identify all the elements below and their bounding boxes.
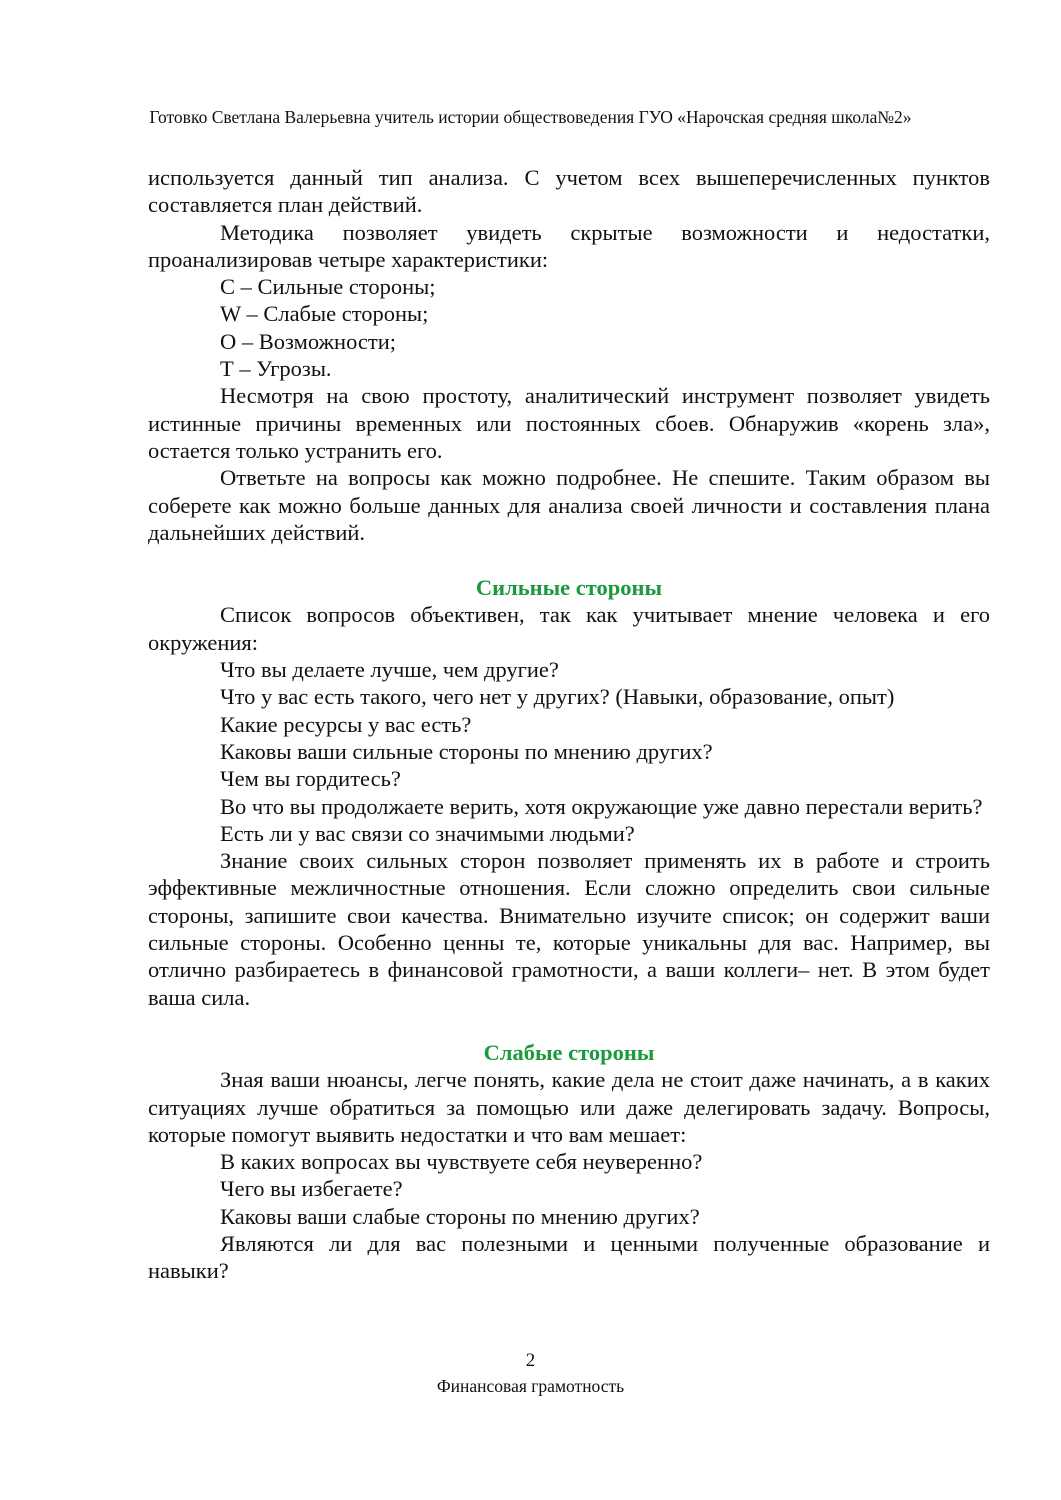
- section-heading-weaknesses: Слабые стороны: [483, 1039, 655, 1065]
- list-item: Чего вы избегаете?: [220, 1176, 403, 1202]
- page-number: 2: [525, 1350, 536, 1371]
- list-item: В каких вопросах вы чувствуете себя неуверенно?: [220, 1149, 703, 1175]
- list-item: W – Слабые стороны;: [220, 301, 429, 327]
- list-item: Есть ли у вас связи со значимыми людьми?: [220, 820, 635, 846]
- list-item: Каковы ваши сильные стороны по мнению других?: [220, 738, 713, 764]
- list-item: Что вы делаете лучше, чем другие?: [220, 657, 559, 683]
- list-item: Чем вы гордитесь?: [220, 766, 401, 792]
- paragraph: Во что вы продолжаете верить, хотя окружающие уже давно перестали верить?: [220, 793, 983, 819]
- list-item: О – Возможности;: [220, 328, 397, 354]
- section-heading-strengths: Сильные стороны: [475, 575, 663, 601]
- paragraph: Зная ваши нюансы, легче понять, какие дела не стоит даже начинать, а в каких ситуациях лучше обратиться за помощью или даже делегировать задачу. Вопросы, которые помогут выявить недостатки и что вам мешает:: [148, 1067, 990, 1147]
- paragraph: Знание своих сильных сторон позволяет применять их в работе и строить эффективные межличностные отношения. Если сложно определить свои сильные стороны, запишите свои качества. Внимательно изучите список; он содержит ваши сильные стороны. Особенно ценны те, которые уникальны для вас. Например, вы отлично разбираетесь в финансовой грамотности, а ваши коллеги– нет. В этом будет ваша сила.: [148, 848, 990, 1010]
- page-header: Готовко Светлана Валерьевна учитель истории обществоведения ГУО «Нарочская средняя школа№2»: [149, 107, 912, 127]
- paragraph: используется данный тип анализа. С учетом всех вышеперечисленных пунктов составляется план действий.: [148, 165, 990, 218]
- list-item: Т – Угрозы.: [220, 356, 332, 382]
- paragraph: Несмотря на свою простоту, аналитический инструмент позволяет увидеть истинные причины временных или постоянных сбоев. Обнаружив «корень зла», остается только устранить его.: [148, 383, 990, 463]
- paragraph: Ответьте на вопросы как можно подробнее. Не спешите. Таким образом вы соберете как можно больше данных для анализа своей личности и составления плана дальнейших действий.: [148, 465, 990, 545]
- list-item: Что у вас есть такого, чего нет у других? (Навыки, образование, опыт): [220, 684, 895, 710]
- paragraph: Методика позволяет увидеть скрытые возможности и недостатки, проанализировав четыре характеристики:: [148, 219, 990, 272]
- document-body: [148, 164, 990, 1285]
- page-footer-title: Финансовая грамотность: [436, 1376, 625, 1396]
- list-item: Какие ресурсы у вас есть?: [220, 711, 472, 737]
- paragraph: Являются ли для вас полезными и ценными полученные образование и навыки?: [148, 1230, 990, 1284]
- list-item: Каковы ваши слабые стороны по мнению других?: [220, 1203, 700, 1229]
- paragraph: Список вопросов объективен, так как учитывает мнение человека и его окружения:: [148, 602, 990, 655]
- list-item: С – Сильные стороны;: [220, 274, 436, 300]
